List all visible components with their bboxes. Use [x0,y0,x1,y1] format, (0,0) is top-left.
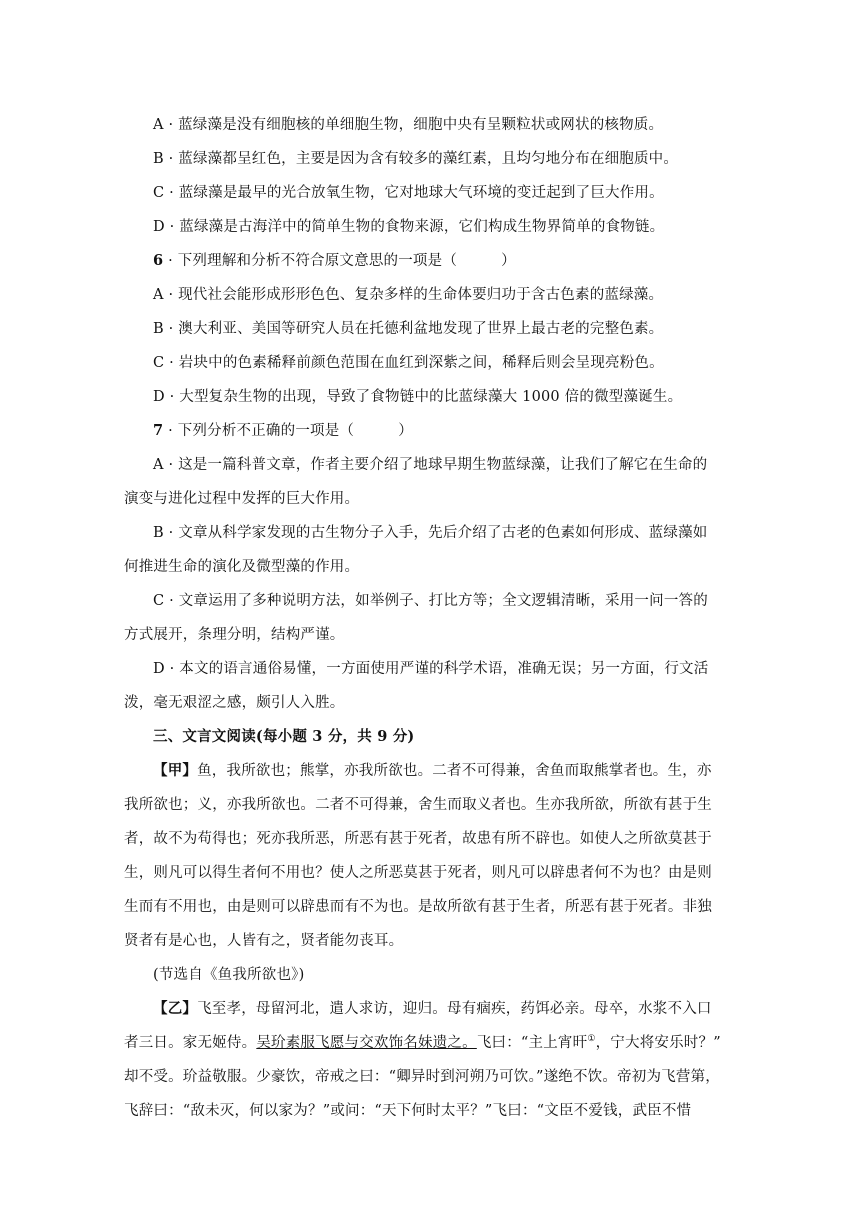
passage-jia-label: 【甲】 [153,762,198,779]
passage-jia-text-1: 鱼，我所欲也；熊掌，亦我所欲也。二者不可得兼，舍鱼而取熊掌者也。生，亦 [197,763,712,779]
passage-jia-source: (节选自《鱼我所欲也》) [153,967,305,983]
q7-number: 7 [153,422,164,439]
q7-option-c-line1: C · 文章运用了多种说明方法，如举例子、打比方等；全文逻辑清晰，采用一问一答的 [153,593,708,609]
q7-option-b-line1: B · 文章从科学家发现的古生物分子入手，先后介绍了古老的色素如何形成、蓝绿藻如 [153,525,708,541]
footnote-marker: ① [587,1034,596,1045]
passage-yi-text-2b: 飞曰：“主上宵旰 [476,1035,588,1051]
passage-jia-line2: 我所欲也；义，亦我所欲也。二者不可得兼，舍生而取义者也。生亦我所欲，所欲有甚于生 [124,797,712,813]
passage-jia-line1 [124,754,736,788]
passage-yi-text-1: 飞至孝，母留河北，遣人求访，迎归。母有痼疾，药饵必亲。母卒，水浆不入口 [197,1001,712,1017]
passage-jia-line4: 生，则凡可以得生者何不用也？使人之所恶莫甚于死者，则凡可以辟患者何不为也？由是则 [124,865,712,881]
passage-jia-line5: 生而有不用也，由是则可以辟患而有不为也。是故所欲有甚于生者，所恶有甚于死者。非独 [124,899,712,915]
q7-option-c-line2: 方式展开，条理分明，结构严谨。 [124,627,345,643]
q7-option-a-line1: A · 这是一篇科普文章，作者主要介绍了地球早期生物蓝绿藻，让我们了解它在生命的 [153,457,708,473]
passage-jia-line6: 贤者有是心也，人皆有之，贤者能勿丧耳。 [124,933,404,949]
q7-option-d-line1: D · 本文的语言通俗易懂，一方面使用严谨的科学术语，准确无误；另一方面，行文活 [153,661,709,677]
q5-option-c: C · 蓝绿藻是最早的光合放氧生物，它对地球大气环境的变迁起到了巨大作用。 [153,185,664,201]
q6-option-c: C · 岩块中的色素稀释前颜色范围在血红到深紫之间，稀释后则会呈现亮粉色。 [153,355,664,371]
section-heading: 三、文言文阅读(每小题 3 分，共 9 分) [153,728,415,745]
q6-option-a: A · 现代社会能形成形形色色、复杂多样的生命体要归功于含古色素的蓝绿藻。 [153,287,664,303]
q6-stem [124,244,736,278]
passage-yi-text-2c: ，宁大将安乐时？” [595,1035,721,1051]
passage-yi-line2 [124,1026,736,1060]
passage-yi-label: 【乙】 [153,1000,198,1017]
document-content [124,108,736,1128]
q7-option-b-line2: 何推进生命的演化及微型藻的作用。 [124,559,360,575]
q6-stem-text: · 下列理解和分析不符合原文意思的一项是（ ） [163,253,516,269]
q6-option-d: D · 大型复杂生物的出现，导致了食物链中的比蓝绿藻大 1000 倍的微型藻诞生。 [153,389,683,405]
passage-yi-line3: 却不受。玠益敬服。少豪饮，帝戒之曰：“卿异时到河朔乃可饮。”遂绝不饮。帝初为飞营第， [124,1069,720,1085]
passage-yi-line1 [124,992,736,1026]
q6-option-b: B · 澳大利亚、美国等研究人员在托德利盆地发现了世界上最古老的完整色素。 [153,321,664,337]
q5-option-d: D · 蓝绿藻是古海洋中的简单生物的食物来源，它们构成生物界简单的食物链。 [153,219,665,235]
passage-jia-line3: 者，故不为苟得也；死亦我所恶，所恶有甚于死者，故患有所不辟也。如使人之所欲莫甚于 [124,831,712,847]
underlined-sentence: 吴玠素服飞愿与交欢饰名妹遗之。 [256,1035,477,1051]
passage-yi-line4: 飞辞曰：“敌未灭，何以家为？”或问：“天下何时太平？”飞曰：“文臣不爱钱，武臣不惜 [124,1103,692,1119]
q5-option-a: A · 蓝绿藻是没有细胞核的单细胞生物，细胞中央有呈颗粒状或网状的核物质。 [153,117,664,133]
q5-option-b: B · 蓝绿藻都呈红色，主要是因为含有较多的藻红素，且均匀地分布在细胞质中。 [153,151,679,167]
passage-yi-text-2a: 者三日。家无姬侍。 [124,1035,257,1051]
q7-option-a-line2: 演变与进化过程中发挥的巨大作用。 [124,491,360,507]
q7-stem [124,414,736,448]
q7-stem-text: · 下列分析不正确的一项是（ ） [163,423,413,439]
q6-number: 6 [153,252,164,269]
q7-option-d-line2: 泼，毫无艰涩之感，颇引人入胜。 [124,695,345,711]
